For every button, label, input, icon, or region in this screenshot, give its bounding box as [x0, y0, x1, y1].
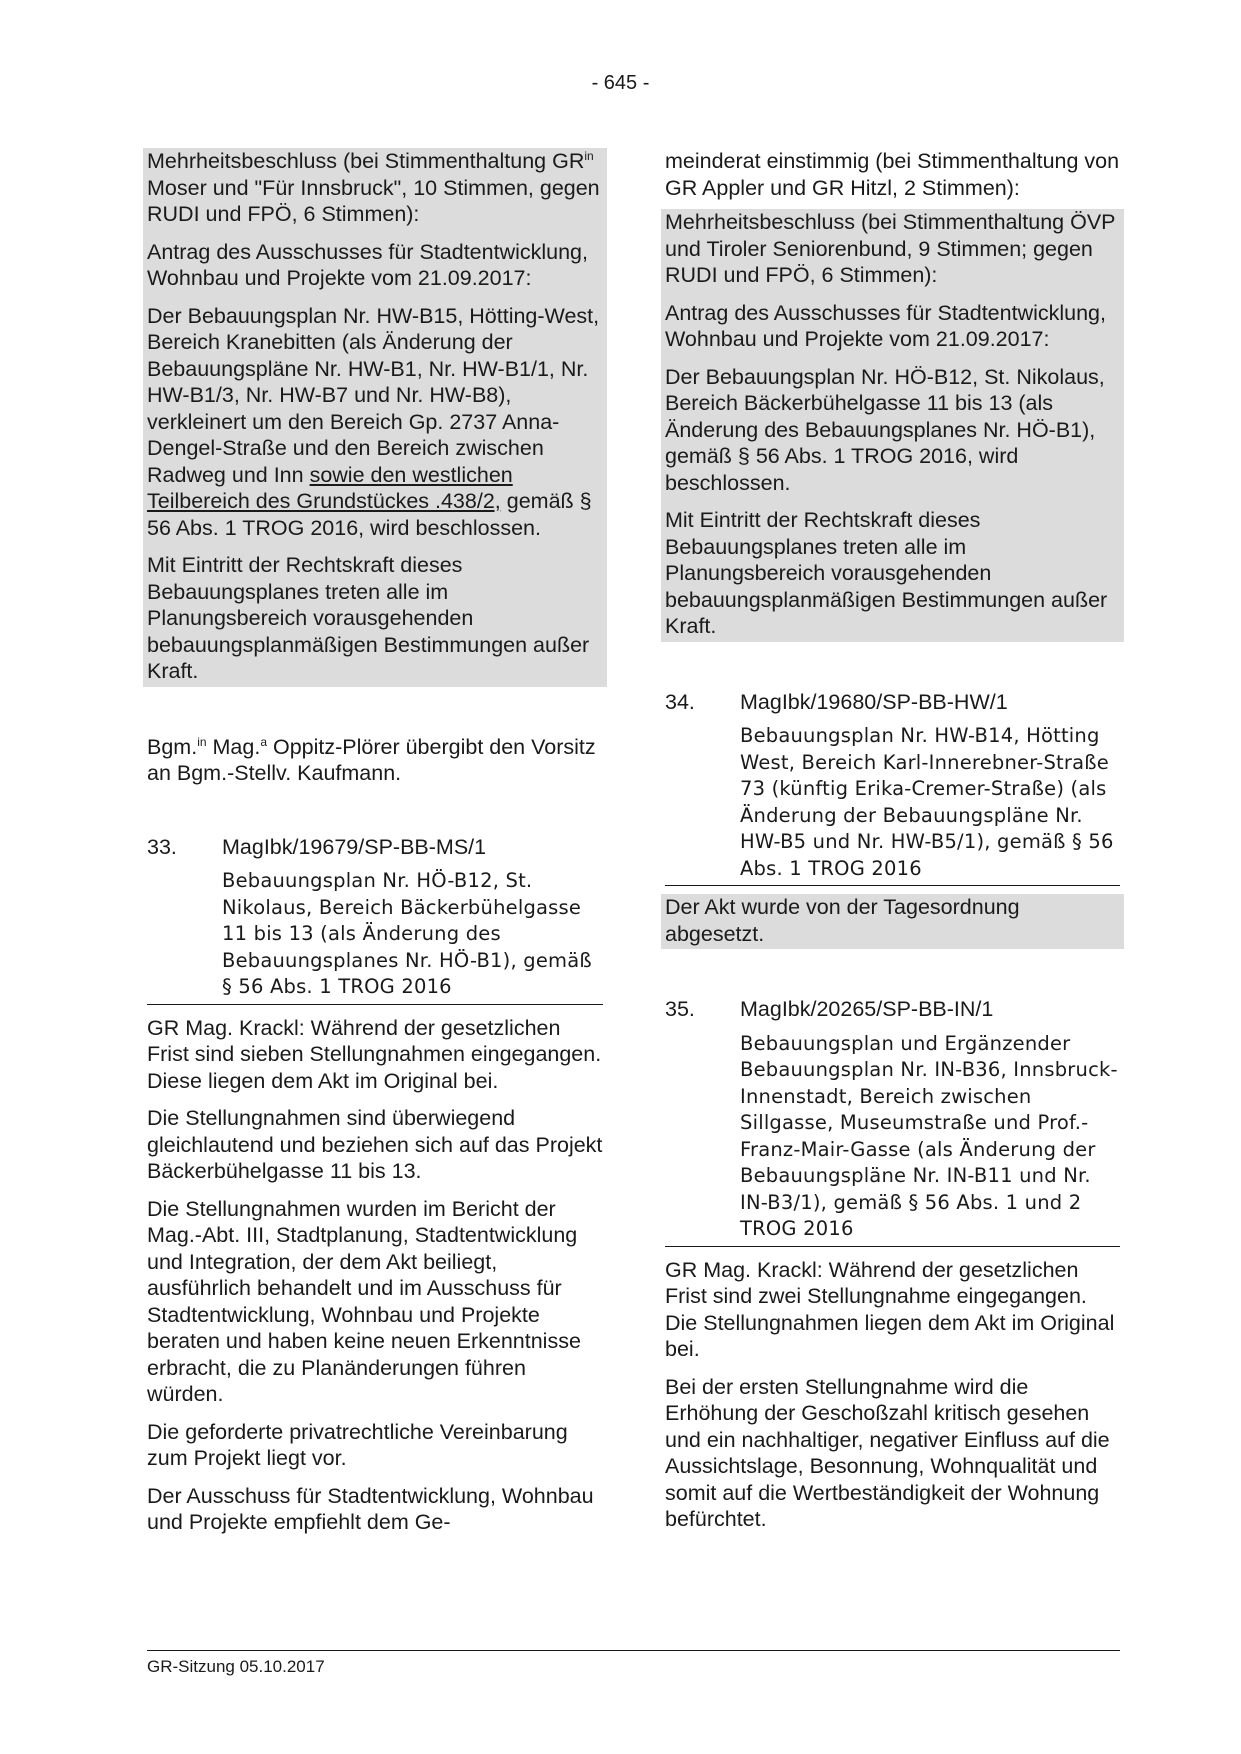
- agenda-item-header: [665, 996, 1120, 1023]
- item-title: Bebauungsplan Nr. HW-B14, Hötting West, Bereich Karl-Innerebner-Straße 73 (künftig Erika-Cremer-Straße) (als Änderung der Bebauungspläne Nr. HW-B5 und Nr. HW-B5/1), gemäß § 56 Abs. 1 TROG 2016: [740, 724, 1114, 880]
- paragraph: Die Stellungnahmen sind überwiegend gleichlautend und beziehen sich auf das Projekt Bäckerbühelgasse 11 bis 13.: [147, 1106, 603, 1183]
- page-number: - 645 -: [591, 72, 650, 94]
- postponed-box: [661, 894, 1124, 949]
- divider: [665, 885, 1120, 886]
- paragraph: Die geforderte privatrechtliche Vereinbarung zum Projekt liegt vor.: [147, 1419, 568, 1470]
- item-code: MagIbk/19679/SP-BB-MS/1: [222, 834, 487, 859]
- item-number: 34.: [665, 689, 695, 714]
- paragraph: Bei der ersten Stellungnahme wird die Erhöhung der Geschoßzahl kritisch gesehen und ein nachhaltiger, negativer Einfluss auf die Aussichtslage, Besonnung, Wohnqualität und somit auf die Wertbeständigkeit der Wohnung befürchtet.: [665, 1374, 1110, 1531]
- agenda-item-header: [147, 834, 603, 861]
- footer-session-date: GR-Sitzung 05.10.2017: [147, 1657, 325, 1676]
- vote-result: Mehrheitsbeschluss (bei Stimmenthaltung ÖVP und Tiroler Seniorenbund, 9 Stimmen; gegen RUDI und FPÖ, 6 Stimmen):: [665, 210, 1116, 287]
- item-code: MagIbk/19680/SP-BB-HW/1: [740, 689, 1008, 714]
- item-33-body: [147, 1015, 603, 1536]
- paragraph: GR Mag. Krackl: Während der gesetzlichen Frist sind sieben Stellungnahmen eingegangen. Diese liegen dem Akt im Original bei.: [147, 1015, 602, 1093]
- agenda-item-35: [665, 996, 1120, 1247]
- divider: [665, 1246, 1120, 1247]
- amendment-underlined: sowie den westlichen Teilbereich des Grundstückes .438/2,: [147, 462, 513, 513]
- motion-text: Antrag des Ausschusses für Stadtentwicklung, Wohnbau und Projekte vom 21.09.2017:: [147, 239, 588, 290]
- resolution-box-hw-b15: [143, 148, 607, 687]
- legal-effect-text: Mit Eintritt der Rechtskraft dieses Bebauungsplanes treten alle im Planungsbereich vorausgehenden bebauungsplanmäßigen Bestimmungen außer Kraft.: [147, 553, 590, 683]
- handover-text: Bgm.$^{in}$ Mag.$^a$ Oppitz-Plörer übergibt den Vorsitz an Bgm.-Stellv. Kaufmann.: [147, 734, 596, 785]
- postponed-text: Der Akt wurde von der Tagesordnung abgesetzt.: [665, 895, 1020, 946]
- continuation: [665, 148, 1120, 201]
- legal-effect-text: Mit Eintritt der Rechtskraft dieses Bebauungsplanes treten alle im Planungsbereich vorausgehenden bebauungsplanmäßigen Bestimmungen außer Kraft.: [665, 508, 1108, 638]
- vote-result: Mehrheitsbeschluss (bei Stimmenthaltung $GR^{in}$ Moser und "Für Innsbruck", 10 Stimmen, gegen RUDI und FPÖ, 6 Stimmen):: [147, 149, 600, 226]
- resolution-text: Der Bebauungsplan Nr. HW-B15, Hötting-West, Bereich Kranebitten (als Änderung der Bebauungspläne Nr. HW-B1, Nr. HW-B1/1, Nr. HW-B1/3, Nr. HW-B7 und Nr. HW-B8), verkleinert um den Bereich Gp. 2737 Anna-Dengel-Straße und den Bereich zwischen Radweg und Inn sowie den westlichen Teilbereich des Grundstückes .438/2, gemäß § 56 Abs. 1 TROG 2016, wird beschlossen.: [147, 303, 600, 540]
- paragraph: Der Ausschuss für Stadtentwicklung, Wohnbau und Projekte empfiehlt dem Ge-: [147, 1483, 594, 1534]
- motion-text: Antrag des Ausschusses für Stadtentwicklung, Wohnbau und Projekte vom 21.09.2017:: [665, 300, 1106, 351]
- footer-divider: [147, 1650, 1120, 1651]
- item-number: 33.: [147, 834, 177, 859]
- left-column: [147, 148, 603, 1547]
- item-title: Bebauungsplan und Ergänzender Bebauungsplan Nr. IN-B36, Innsbruck-Innenstadt, Bereich zwischen Sillgasse, Museumstraße und Prof.-Franz-Mair-Gasse (als Änderung der Bebauungspläne Nr. IN-B11 und Nr. IN-B3/1), gemäß § 56 Abs. 1 und 2 TROG 2016: [740, 1031, 1118, 1240]
- item-code: MagIbk/20265/SP-BB-IN/1: [740, 997, 994, 1021]
- item-number: 35.: [665, 997, 695, 1021]
- agenda-item-34: [665, 689, 1120, 887]
- item-35-body: [665, 1257, 1120, 1533]
- resolution-box-hoe-b12: [661, 209, 1124, 642]
- resolution-text: Der Bebauungsplan Nr. HÖ-B12, St. Nikolaus, Bereich Bäckerbühelgasse 11 bis 13 (als Änderung des Bebauungsplanes Nr. HÖ-B1), gemäß § 56 Abs. 1 TROG 2016, wird beschlossen.: [665, 364, 1105, 495]
- paragraph: GR Mag. Krackl: Während der gesetzlichen Frist sind zwei Stellungnahme eingegangen. Die Stellungnahmen liegen dem Akt im Original bei.: [665, 1257, 1115, 1361]
- agenda-item-33: [147, 834, 603, 1005]
- divider: [147, 1004, 603, 1005]
- right-column: [665, 148, 1120, 1544]
- paragraph: meinderat einstimmig (bei Stimmenthaltung von GR Appler und GR Hitzl, 2 Stimmen):: [665, 149, 1120, 200]
- item-title: Bebauungsplan Nr. HÖ-B12, St. Nikolaus, Bereich Bäckerbühelgasse 11 bis 13 (als Änderung des Bebauungsplanes Nr. HÖ-B1), gemäß § 56 Abs. 1 TROG 2016: [222, 869, 592, 998]
- chair-handover: [147, 734, 603, 787]
- paragraph: Die Stellungnahmen wurden im Bericht der Mag.-Abt. III, Stadtplanung, Stadtentwicklung und Integration, der dem Akt beiliegt, ausführlich behandelt und im Ausschuss für Stadtentwicklung, Wohnbau und Projekte beraten und haben keine neuen Erkenntnisse erbracht, die zu Planänderungen führen würden.: [147, 1196, 581, 1406]
- agenda-item-header: [665, 689, 1120, 716]
